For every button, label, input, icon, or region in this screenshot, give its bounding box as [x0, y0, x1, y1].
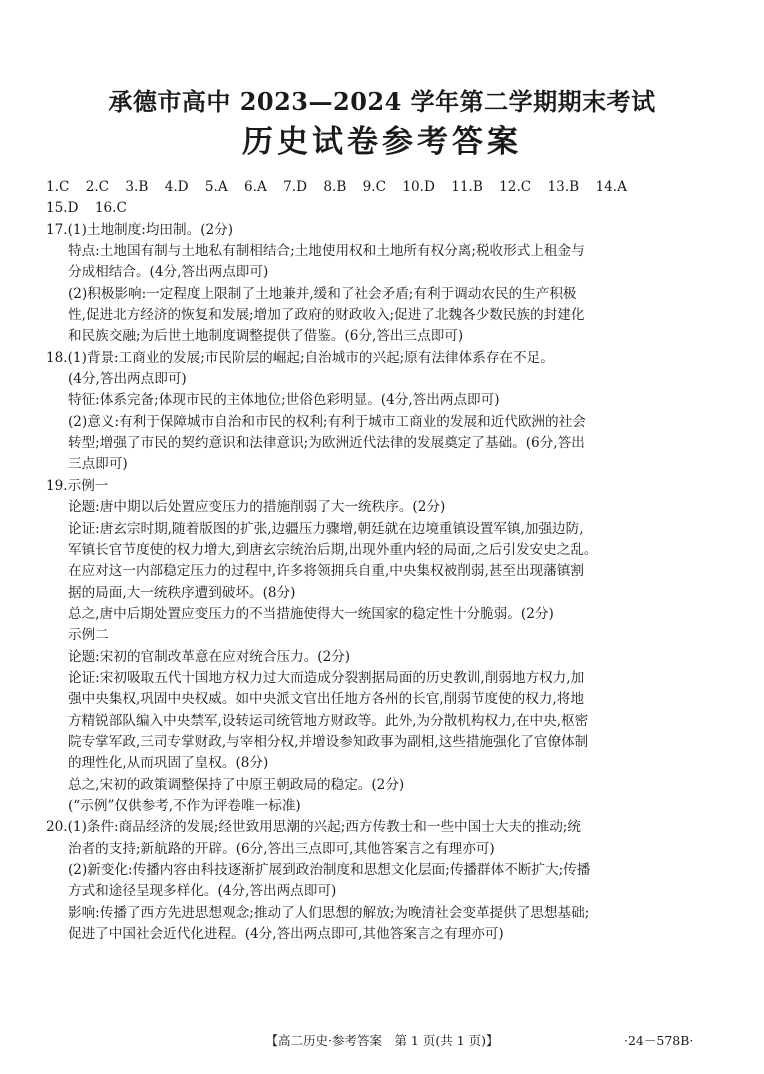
answer-line: 特点:土地国有制与土地私有制相结合;土地使用权和土地所有权分离;税收形式上租金与 — [68, 243, 585, 260]
mcq-answer: 5.A — [204, 179, 228, 195]
mcq-answer: 7.D — [283, 179, 308, 195]
mcq-answer: 12.C — [499, 179, 532, 195]
mcq-answers-row-2 — [46, 198, 716, 219]
paper-code: ·24－578B· — [624, 1033, 694, 1048]
answer-line: 强中央集权,巩固中央权威。如中央派文官出任地方各州的长官,削弱节度使的权力,将地 — [68, 691, 584, 708]
mcq-answer: 15.D — [46, 200, 79, 217]
mcq-answer: 10.D — [402, 179, 435, 195]
answer-line: 方精锐部队编入中央禁军,设转运司统管地方财政等。此外,为分散机构权力,在中央,枢密 — [68, 712, 589, 729]
answer-line: 影响:传播了西方先进思想观念;推动了人们思想的解放;为晚清社会变革提供了思想基础; — [68, 904, 590, 921]
answer-line: 的理性化,从而巩固了皇权。(8分) — [68, 755, 269, 772]
mcq-answer: 16.C — [94, 200, 127, 217]
exam-title: 承德市高中 2023—2024 学年第二学期期末考试 — [108, 87, 656, 116]
answer-line: 分成相结合。(4分,答出两点即可) — [68, 264, 269, 281]
mcq-answer: 9.C — [362, 179, 387, 195]
mcq-answer: 1.C — [46, 179, 70, 195]
answer-line: 据的局面,大一统秩序遭到破坏。(8分) — [68, 584, 296, 601]
answer-line: 三点即可) — [68, 456, 128, 473]
answer-line: 促进了中国社会近代化进程。(4分,答出两点即可,其他答案言之有理亦可) — [68, 926, 504, 943]
essay-answers — [46, 220, 716, 946]
answer-line: 示例二 — [68, 627, 109, 644]
mcq-answer: 6.A — [244, 179, 267, 195]
answer-line: 和民族交融;为后世土地制度调整提供了借鉴。(6分,答出三点即可) — [68, 328, 464, 345]
mcq-answer: 13.B — [547, 179, 580, 195]
answer-line: 性,促进北方经济的恢复和发展;增加了政府的财政收入;促进了北魏各少数民族的封建化 — [68, 307, 585, 324]
mcq-answer: 8.B — [323, 179, 347, 195]
mcq-answer: 3.B — [125, 179, 149, 195]
answer-line: 19.示例一 — [46, 477, 109, 494]
answer-line: (“示例”仅供参考,不作为评卷唯一标准) — [68, 797, 301, 814]
answer-key-title: 历史试卷参考答案 — [242, 124, 522, 160]
mcq-answer: 2.C — [85, 179, 110, 195]
answer-line: 总之,唐中后期处置应变压力的不当措施使得大一统国家的稳定性十分脆弱。(2分) — [68, 605, 554, 622]
answer-line: 18.(1)背景:工商业的发展;市民阶层的崛起;自治城市的兴起;原有法律体系存在不足。 — [46, 349, 554, 366]
mcq-answers-row-1 — [46, 177, 716, 198]
answer-line: (4分,答出两点即可) — [68, 371, 187, 388]
answer-line: 军镇长官节度使的权力增大,到唐玄宗统治后期,出现外重内轻的局面,之后引发安史之乱。 — [68, 541, 598, 558]
answer-line: 转型;增强了市民的契约意识和法律意识;为欧洲近代法律的发展奠定了基础。(6分,答出 — [68, 435, 585, 452]
mcq-answer: 4.D — [164, 179, 189, 195]
answer-line: 院专掌军政,三司专掌财政,与宰相分权,并增设参知政事为副相,这些措施强化了官僚体制 — [68, 733, 589, 750]
answer-line: 论题:宋初的官制改革意在应对统合压力。(2分) — [68, 648, 351, 665]
answer-line: 17.(1)土地制度:均田制。(2分) — [46, 221, 234, 238]
answer-line: 20.(1)条件:商品经济的发展;经世致用思潮的兴起;西方传教士和一些中国士大夫的推动;统 — [46, 819, 581, 836]
answer-line: 在应对这一内部稳定压力的过程中,许多将领拥兵自重,中央集权被削弱,甚至出现藩镇割 — [68, 563, 584, 580]
page-footer: 【高二历史·参考答案 第 1 页(共 1 页)】 — [265, 1033, 499, 1048]
answer-body — [46, 177, 716, 945]
answer-line: 特征:体系完备;体现市民的主体地位;世俗色彩明显。(4分,答出两点即可) — [68, 392, 500, 409]
answer-line: 治者的支持;新航路的开辟。(6分,答出三点即可,其他答案言之有理亦可) — [68, 840, 495, 857]
mcq-answer: 11.B — [451, 179, 483, 195]
answer-line: 总之,宋初的政策调整保持了中原王朝政局的稳定。(2分) — [68, 776, 405, 793]
answer-line: (2)意义:有利于保障城市自治和市民的权利;有利于城市工商业的发展和近代欧洲的社会 — [68, 413, 586, 430]
answer-line: 论证:唐玄宗时期,随着版图的扩张,边疆压力骤增,朝廷就在边境重镇设置军镇,加强边防, — [68, 520, 584, 537]
mcq-answer: 14.A — [595, 179, 627, 195]
answer-line: 论题:唐中期以后处置应变压力的措施削弱了大一统秩序。(2分) — [68, 499, 446, 516]
answer-line: (2)积极影响:一定程度上限制了土地兼并,缓和了社会矛盾;有利于调动农民的生产积极 — [68, 285, 577, 302]
answer-line: 方式和途径呈现多样化。(4分,答出两点即可) — [68, 883, 337, 900]
answer-line: 论证:宋初吸取五代十国地方权力过大而造成分裂割据局面的历史教训,削弱地方权力,加 — [68, 669, 585, 686]
answer-line: (2)新变化:传播内容由科技逐渐扩展到政治制度和思想文化层面;传播群体不断扩大;传播 — [68, 862, 591, 878]
